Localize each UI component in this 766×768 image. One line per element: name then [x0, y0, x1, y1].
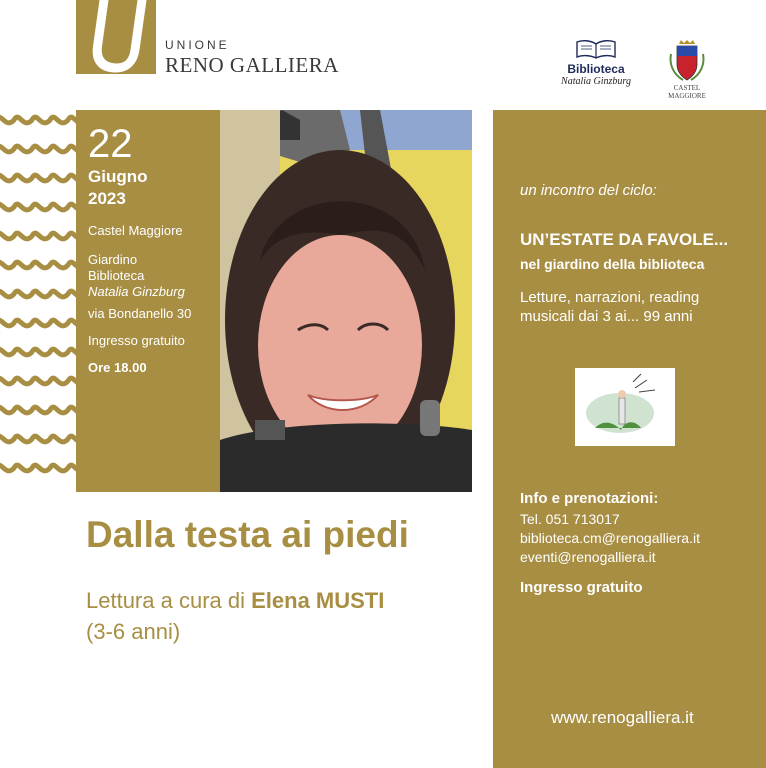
event-day: 22	[88, 122, 133, 166]
crest-line1: CASTEL	[673, 84, 701, 92]
contacts-phone: Tel. 051 713017	[520, 511, 620, 527]
library-title: Biblioteca	[567, 62, 625, 76]
event-age-range: (3-6 anni)	[86, 619, 181, 644]
wave-pattern	[0, 110, 76, 492]
contacts-entry: Ingresso gratuito	[520, 579, 643, 596]
wave-line	[0, 146, 76, 152]
wave-line	[0, 320, 76, 326]
event-venue	[88, 252, 218, 300]
reader-portrait	[220, 110, 472, 492]
event-place: Castel Maggiore	[88, 223, 183, 238]
event-reader-line	[86, 588, 384, 614]
wave-line	[0, 407, 76, 413]
reader-prefix: Lettura a cura di	[86, 588, 252, 613]
series-illustration	[575, 368, 675, 446]
series-desc-line2: musicali dai 3 ai... 99 anni	[520, 308, 693, 325]
contacts-email1[interactable]: biblioteca.cm@renogalliera.it	[520, 530, 700, 546]
wave-line	[0, 204, 76, 210]
unione-logo-mark	[76, 0, 156, 74]
series-desc-line1: Letture, narrazioni, reading	[520, 289, 700, 306]
contacts-email2[interactable]: eventi@renogalliera.it	[520, 549, 656, 565]
website-link[interactable]: www.renogalliera.it	[551, 708, 694, 727]
event-time: Ore 18.00	[88, 360, 147, 375]
wave-line	[0, 436, 76, 442]
wave-line	[0, 378, 76, 384]
venue-line1: Giardino	[88, 252, 138, 267]
event-month: Giugno	[88, 167, 148, 186]
date-panel	[76, 110, 220, 492]
venue-line3: Natalia Ginzburg	[88, 284, 185, 299]
reader-name: Elena MUSTI	[251, 588, 385, 613]
series-intro: un incontro del ciclo:	[520, 182, 657, 199]
wave-line	[0, 262, 76, 268]
series-description	[520, 288, 699, 326]
unione-logo-text	[165, 38, 339, 76]
event-entry: Ingresso gratuito	[88, 333, 185, 348]
org-small-label: UNIONE	[165, 38, 230, 52]
wave-line	[0, 117, 76, 123]
municipal-crest-icon	[667, 40, 707, 84]
series-info-panel	[493, 110, 766, 768]
wave-line	[0, 291, 76, 297]
wave-line	[0, 233, 76, 239]
open-book-icon	[574, 38, 618, 60]
series-subtitle: nel giardino della biblioteca	[520, 256, 705, 272]
series-title: UN’ESTATE DA FAVOLE...	[520, 230, 729, 249]
event-title: Dalla testa ai piedi	[86, 514, 409, 555]
library-name: Natalia Ginzburg	[561, 76, 631, 87]
crest-line2: MAGGIORE	[668, 92, 706, 100]
library-logo	[548, 38, 644, 87]
wave-line	[0, 349, 76, 355]
wave-line	[0, 465, 76, 471]
event-year: 2023	[88, 189, 126, 208]
contacts-heading: Info e prenotazioni:	[520, 490, 659, 507]
contacts-list	[520, 510, 700, 567]
event-address: via Bondanello 30	[88, 306, 192, 321]
venue-line2: Biblioteca	[88, 268, 145, 283]
org-big-label: RENO GALLIERA	[165, 53, 339, 77]
castel-maggiore-crest	[664, 40, 710, 100]
wave-line	[0, 175, 76, 181]
